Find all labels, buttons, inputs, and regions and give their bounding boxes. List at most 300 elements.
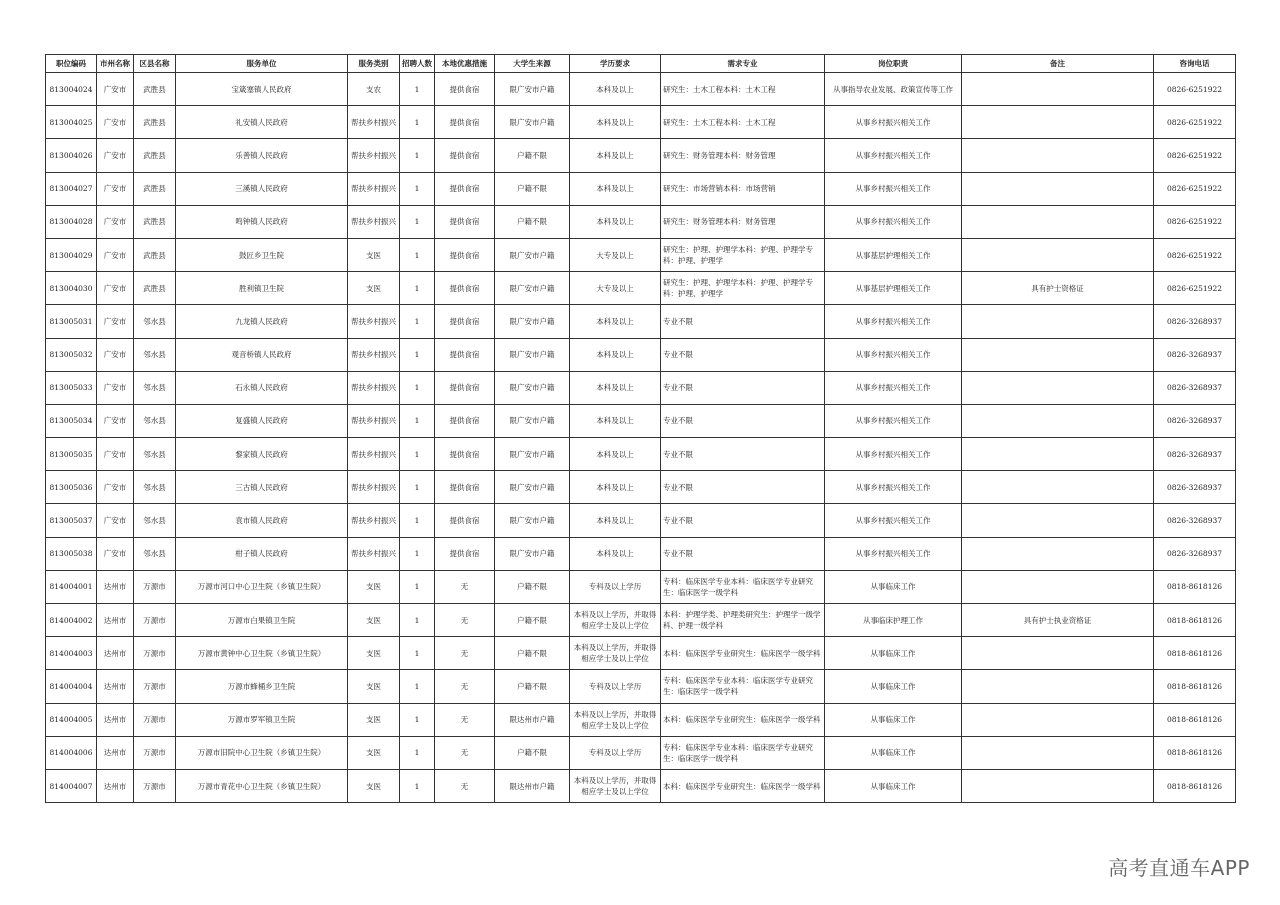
table-cell: 广安市 (97, 404, 134, 437)
table-cell: 0826-3268937 (1154, 404, 1236, 437)
table-cell: 具有护士资格证 (962, 272, 1154, 305)
table-cell: 邻水县 (134, 438, 176, 471)
table-cell: 万源市 (134, 604, 176, 637)
table-cell: 本科及以上学历，并取得相应学士及以上学位 (570, 637, 661, 670)
table-cell: 达州市 (97, 604, 134, 637)
table-cell: 帮扶乡村振兴 (348, 504, 400, 537)
table-cell: 提供食宿 (435, 205, 495, 238)
table-cell: 户籍不限 (495, 172, 570, 205)
table-cell: 户籍不限 (495, 736, 570, 769)
table-cell: 无 (435, 703, 495, 736)
column-header: 咨询电话 (1154, 55, 1236, 73)
table-cell: 专科及以上学历 (570, 670, 661, 703)
table-cell: 0818-8618126 (1154, 670, 1236, 703)
table-cell: 813005033 (46, 371, 97, 404)
table-cell: 提供食宿 (435, 238, 495, 271)
table-cell: 限广安市户籍 (495, 73, 570, 106)
table-row (46, 205, 1236, 238)
table-cell (962, 471, 1154, 504)
table-cell: 提供食宿 (435, 73, 495, 106)
table-cell: 813005036 (46, 471, 97, 504)
table-cell: 1 (400, 205, 435, 238)
table-cell: 武胜县 (134, 73, 176, 106)
table-cell: 无 (435, 769, 495, 802)
table-cell: 限广安市户籍 (495, 471, 570, 504)
table-cell: 广安市 (97, 139, 134, 172)
table-cell: 支农 (348, 73, 400, 106)
table-cell: 无 (435, 604, 495, 637)
table-cell: 813005034 (46, 404, 97, 437)
table-cell: 达州市 (97, 769, 134, 802)
table-cell (962, 438, 1154, 471)
table-cell: 1 (400, 570, 435, 603)
table-cell (962, 670, 1154, 703)
table-cell: 无 (435, 637, 495, 670)
table-cell: 0826-6251922 (1154, 205, 1236, 238)
table-cell: 提供食宿 (435, 338, 495, 371)
table-cell: 宝箴塞镇人民政府 (176, 73, 348, 106)
table-cell: 达州市 (97, 703, 134, 736)
table-cell: 支医 (348, 604, 400, 637)
table-cell: 1 (400, 537, 435, 570)
table-cell: 本科及以上 (570, 537, 661, 570)
table-row (46, 670, 1236, 703)
table-cell: 813004030 (46, 272, 97, 305)
column-header: 职位编码 (46, 55, 97, 73)
table-cell (962, 504, 1154, 537)
table-cell: 0818-8618126 (1154, 769, 1236, 802)
table-cell: 研究生：护理、护理学本科：护理、护理学专科：护理、护理学 (661, 272, 825, 305)
table-row (46, 438, 1236, 471)
table-cell: 本科及以上 (570, 471, 661, 504)
table-cell: 无 (435, 670, 495, 703)
table-cell: 广安市 (97, 106, 134, 139)
table-cell: 本科及以上 (570, 205, 661, 238)
table-cell: 帮扶乡村振兴 (348, 471, 400, 504)
table-cell: 达州市 (97, 736, 134, 769)
table-cell: 专业不限 (661, 471, 825, 504)
table-cell: 万源市 (134, 670, 176, 703)
table-cell: 户籍不限 (495, 139, 570, 172)
table-cell: 本科：临床医学专业研究生：临床医学一级学科 (661, 703, 825, 736)
table-cell: 万源市蜂桶乡卫生院 (176, 670, 348, 703)
table-cell: 从事乡村振兴相关工作 (825, 205, 962, 238)
table-cell: 本科及以上 (570, 305, 661, 338)
table-cell: 广安市 (97, 305, 134, 338)
table-cell: 0826-3268937 (1154, 371, 1236, 404)
table-cell: 提供食宿 (435, 438, 495, 471)
table-cell: 广安市 (97, 471, 134, 504)
table-cell: 1 (400, 504, 435, 537)
table-row (46, 637, 1236, 670)
table-cell: 限达州市户籍 (495, 703, 570, 736)
table-cell: 武胜县 (134, 205, 176, 238)
table-cell: 0826-3268937 (1154, 537, 1236, 570)
table-cell: 813004028 (46, 205, 97, 238)
table-cell: 研究生：土木工程本科：土木工程 (661, 73, 825, 106)
table-cell: 提供食宿 (435, 172, 495, 205)
table-cell: 本科及以上学历，并取得相应学士及以上学位 (570, 703, 661, 736)
header-row (46, 55, 1236, 73)
table-row (46, 272, 1236, 305)
table-cell (962, 736, 1154, 769)
table-cell: 帮扶乡村振兴 (348, 172, 400, 205)
column-header: 招聘人数 (400, 55, 435, 73)
table-cell: 广安市 (97, 438, 134, 471)
table-cell: 提供食宿 (435, 139, 495, 172)
table-cell: 从事临床工作 (825, 769, 962, 802)
table-cell: 支医 (348, 637, 400, 670)
table-cell: 814004007 (46, 769, 97, 802)
table-cell (962, 172, 1154, 205)
table-cell: 本科：临床医学专业研究生：临床医学一级学科 (661, 637, 825, 670)
table-cell: 1 (400, 637, 435, 670)
table-cell: 0818-8618126 (1154, 570, 1236, 603)
table-row (46, 504, 1236, 537)
table-row (46, 172, 1236, 205)
table-cell: 万源市 (134, 637, 176, 670)
table-cell: 武胜县 (134, 106, 176, 139)
table-cell: 813004029 (46, 238, 97, 271)
table-cell: 帮扶乡村振兴 (348, 305, 400, 338)
table-cell: 提供食宿 (435, 471, 495, 504)
table-cell: 1 (400, 73, 435, 106)
table-cell: 广安市 (97, 272, 134, 305)
table-cell: 万源市青花中心卫生院（乡镇卫生院） (176, 769, 348, 802)
table-cell: 0818-8618126 (1154, 637, 1236, 670)
table-cell: 本科及以上 (570, 73, 661, 106)
table-cell: 帮扶乡村振兴 (348, 139, 400, 172)
table-cell: 提供食宿 (435, 404, 495, 437)
table-cell: 0826-3268937 (1154, 438, 1236, 471)
column-header: 备注 (962, 55, 1154, 73)
table-cell: 大专及以上 (570, 272, 661, 305)
table-cell: 专业不限 (661, 438, 825, 471)
table-cell: 813005035 (46, 438, 97, 471)
table-cell: 黎家镇人民政府 (176, 438, 348, 471)
table-cell: 胜利镇卫生院 (176, 272, 348, 305)
table-cell: 提供食宿 (435, 537, 495, 570)
table-row (46, 139, 1236, 172)
table-cell: 乐善镇人民政府 (176, 139, 348, 172)
table-cell: 814004004 (46, 670, 97, 703)
table-cell: 广安市 (97, 338, 134, 371)
table-cell: 0826-6251922 (1154, 139, 1236, 172)
column-header: 大学生来源 (495, 55, 570, 73)
table-cell: 万源市 (134, 769, 176, 802)
table-cell (962, 305, 1154, 338)
table-cell: 万源市河口中心卫生院（乡镇卫生院） (176, 570, 348, 603)
table-cell: 本科及以上 (570, 139, 661, 172)
table-cell: 帮扶乡村振兴 (348, 106, 400, 139)
table-cell: 限广安市户籍 (495, 106, 570, 139)
table-cell: 专业不限 (661, 537, 825, 570)
table-cell: 限广安市户籍 (495, 537, 570, 570)
table-cell: 从事临床工作 (825, 703, 962, 736)
table-cell: 支医 (348, 703, 400, 736)
table-cell: 从事乡村振兴相关工作 (825, 172, 962, 205)
table-cell: 支医 (348, 736, 400, 769)
table-cell: 1 (400, 670, 435, 703)
table-cell: 本科及以上学历，并取得相应学士及以上学位 (570, 604, 661, 637)
table-cell: 1 (400, 106, 435, 139)
table-cell: 814004003 (46, 637, 97, 670)
table-cell: 从事基层护理相关工作 (825, 238, 962, 271)
table-cell: 支医 (348, 272, 400, 305)
table-cell: 从事临床护理工作 (825, 604, 962, 637)
table-cell: 814004001 (46, 570, 97, 603)
table-cell: 本科及以上 (570, 172, 661, 205)
table-cell: 1 (400, 604, 435, 637)
table-cell: 邻水县 (134, 504, 176, 537)
table-cell: 0826-6251922 (1154, 73, 1236, 106)
table-cell: 万源市 (134, 736, 176, 769)
table-cell: 从事乡村振兴相关工作 (825, 106, 962, 139)
table-cell: 研究生：土木工程本科：土木工程 (661, 106, 825, 139)
table-cell: 从事乡村振兴相关工作 (825, 305, 962, 338)
table-cell: 0818-8618126 (1154, 703, 1236, 736)
table-row (46, 106, 1236, 139)
table-cell: 限广安市户籍 (495, 305, 570, 338)
table-cell: 广安市 (97, 371, 134, 404)
table-cell: 提供食宿 (435, 272, 495, 305)
table-cell: 广安市 (97, 205, 134, 238)
table-cell: 本科及以上学历，并取得相应学士及以上学位 (570, 769, 661, 802)
column-header: 服务单位 (176, 55, 348, 73)
table-cell: 鼓匠乡卫生院 (176, 238, 348, 271)
table-cell: 石永镇人民政府 (176, 371, 348, 404)
table-cell: 1 (400, 371, 435, 404)
table-cell (962, 205, 1154, 238)
table-cell: 从事临床工作 (825, 570, 962, 603)
table-cell: 研究生：财务管理本科：财务管理 (661, 205, 825, 238)
table-cell (962, 238, 1154, 271)
table-cell: 本科及以上 (570, 404, 661, 437)
table-cell: 1 (400, 272, 435, 305)
column-header: 区县名称 (134, 55, 176, 73)
table-cell: 大专及以上 (570, 238, 661, 271)
table-cell: 从事临床工作 (825, 670, 962, 703)
table-cell: 限广安市户籍 (495, 272, 570, 305)
table-cell: 从事乡村振兴相关工作 (825, 504, 962, 537)
table-cell: 限达州市户籍 (495, 769, 570, 802)
table-cell: 户籍不限 (495, 670, 570, 703)
table-row (46, 769, 1236, 802)
table-cell (962, 537, 1154, 570)
table-row (46, 471, 1236, 504)
table-row (46, 604, 1236, 637)
table-cell: 1 (400, 305, 435, 338)
table-cell: 提供食宿 (435, 371, 495, 404)
table-cell: 研究生：市场营销本科：市场营销 (661, 172, 825, 205)
table-cell: 礼安镇人民政府 (176, 106, 348, 139)
table-cell (962, 73, 1154, 106)
table-row (46, 404, 1236, 437)
table-cell: 三溪镇人民政府 (176, 172, 348, 205)
table-cell: 支医 (348, 570, 400, 603)
table-cell: 814004006 (46, 736, 97, 769)
table-cell: 专业不限 (661, 504, 825, 537)
table-cell: 支医 (348, 769, 400, 802)
table-cell: 万源市黄钟中心卫生院（乡镇卫生院） (176, 637, 348, 670)
table-cell: 限广安市户籍 (495, 404, 570, 437)
table-row (46, 305, 1236, 338)
table-cell: 复盛镇人民政府 (176, 404, 348, 437)
table-cell: 具有护士执业资格证 (962, 604, 1154, 637)
table-cell: 从事乡村振兴相关工作 (825, 139, 962, 172)
table-cell: 0826-6251922 (1154, 238, 1236, 271)
table-cell: 限广安市户籍 (495, 504, 570, 537)
table-cell: 支医 (348, 670, 400, 703)
table-cell: 鸣钟镇人民政府 (176, 205, 348, 238)
column-header: 服务类别 (348, 55, 400, 73)
table-body (46, 73, 1236, 803)
table-cell: 广安市 (97, 504, 134, 537)
table-cell: 1 (400, 703, 435, 736)
table-cell: 813004025 (46, 106, 97, 139)
table-cell: 专业不限 (661, 338, 825, 371)
table-cell: 0826-6251922 (1154, 106, 1236, 139)
table-cell: 邻水县 (134, 338, 176, 371)
table-cell: 1 (400, 338, 435, 371)
table-cell: 813005037 (46, 504, 97, 537)
table-cell: 专业不限 (661, 305, 825, 338)
table-row (46, 537, 1236, 570)
table-cell: 武胜县 (134, 172, 176, 205)
table-cell: 户籍不限 (495, 570, 570, 603)
table-cell: 813005038 (46, 537, 97, 570)
table-cell: 1 (400, 471, 435, 504)
table-cell: 本科及以上 (570, 338, 661, 371)
table-cell: 813004026 (46, 139, 97, 172)
table-cell: 达州市 (97, 637, 134, 670)
table-cell: 本科及以上 (570, 106, 661, 139)
table-cell: 0826-3268937 (1154, 338, 1236, 371)
table-cell: 户籍不限 (495, 637, 570, 670)
table-cell: 从事临床工作 (825, 736, 962, 769)
table-cell: 0826-6251922 (1154, 172, 1236, 205)
table-cell: 提供食宿 (435, 106, 495, 139)
table-cell: 柑子镇人民政府 (176, 537, 348, 570)
table-row (46, 570, 1236, 603)
table-cell: 无 (435, 736, 495, 769)
table-cell: 1 (400, 438, 435, 471)
table-cell: 武胜县 (134, 139, 176, 172)
table-row (46, 371, 1236, 404)
table-cell: 0826-3268937 (1154, 504, 1236, 537)
table-cell: 专业不限 (661, 404, 825, 437)
column-header: 本地优惠措施 (435, 55, 495, 73)
table-header (46, 55, 1236, 73)
table-cell: 从事乡村振兴相关工作 (825, 404, 962, 437)
table-cell: 专科：临床医学专业本科：临床医学专业研究生：临床医学一级学科 (661, 670, 825, 703)
table-cell: 0818-8618126 (1154, 604, 1236, 637)
table-cell: 0818-8618126 (1154, 736, 1236, 769)
table-row (46, 703, 1236, 736)
table-cell: 帮扶乡村振兴 (348, 438, 400, 471)
table-cell: 813004027 (46, 172, 97, 205)
table-cell: 从事乡村振兴相关工作 (825, 471, 962, 504)
table-cell: 观音桥镇人民政府 (176, 338, 348, 371)
table-cell: 万源市 (134, 703, 176, 736)
column-header: 学历要求 (570, 55, 661, 73)
table-cell: 限广安市户籍 (495, 338, 570, 371)
table-cell: 广安市 (97, 73, 134, 106)
table-cell: 813004024 (46, 73, 97, 106)
table-cell: 达州市 (97, 570, 134, 603)
table-cell: 从事乡村振兴相关工作 (825, 537, 962, 570)
table-cell: 万源市旧院中心卫生院（乡镇卫生院） (176, 736, 348, 769)
column-header: 岗位职责 (825, 55, 962, 73)
table-cell: 本科及以上 (570, 504, 661, 537)
table-cell: 研究生：护理、护理学本科：护理、护理学专科：护理、护理学 (661, 238, 825, 271)
table-cell (962, 769, 1154, 802)
table-cell: 邻水县 (134, 305, 176, 338)
table-cell: 武胜县 (134, 272, 176, 305)
table-cell: 达州市 (97, 670, 134, 703)
table-cell: 专科：临床医学专业本科：临床医学专业研究生：临床医学一级学科 (661, 736, 825, 769)
table-cell: 1 (400, 172, 435, 205)
table-cell: 广安市 (97, 238, 134, 271)
table-cell: 限广安市户籍 (495, 238, 570, 271)
table-cell (962, 404, 1154, 437)
table-cell: 万源市罗军镇卫生院 (176, 703, 348, 736)
table-cell: 帮扶乡村振兴 (348, 404, 400, 437)
table-cell: 1 (400, 769, 435, 802)
table-cell: 本科：临床医学专业研究生：临床医学一级学科 (661, 769, 825, 802)
table-cell: 0826-3268937 (1154, 471, 1236, 504)
table-cell: 万源市 (134, 570, 176, 603)
table-cell: 提供食宿 (435, 504, 495, 537)
table-cell: 武胜县 (134, 238, 176, 271)
column-header: 市州名称 (97, 55, 134, 73)
table-cell: 邻水县 (134, 371, 176, 404)
table-cell: 1 (400, 238, 435, 271)
table-cell (962, 338, 1154, 371)
table-cell: 从事乡村振兴相关工作 (825, 371, 962, 404)
table-cell: 从事基层护理相关工作 (825, 272, 962, 305)
table-cell: 814004005 (46, 703, 97, 736)
table-cell: 万源市白果镇卫生院 (176, 604, 348, 637)
table-cell (962, 106, 1154, 139)
table-cell (962, 371, 1154, 404)
table-cell (962, 139, 1154, 172)
table-cell: 支医 (348, 238, 400, 271)
table-cell: 广安市 (97, 537, 134, 570)
table-cell: 邻水县 (134, 471, 176, 504)
table-cell: 三古镇人民政府 (176, 471, 348, 504)
table-row (46, 338, 1236, 371)
table-cell: 专科及以上学历 (570, 736, 661, 769)
table-cell: 提供食宿 (435, 305, 495, 338)
table-cell: 限广安市户籍 (495, 371, 570, 404)
table-cell: 帮扶乡村振兴 (348, 205, 400, 238)
table-cell: 户籍不限 (495, 604, 570, 637)
watermark: 高考直通车APP (1108, 856, 1250, 880)
table-cell (962, 703, 1154, 736)
table-cell: 专科及以上学历 (570, 570, 661, 603)
table-cell: 813005031 (46, 305, 97, 338)
table-cell: 邻水县 (134, 537, 176, 570)
table-cell: 1 (400, 404, 435, 437)
table-cell: 从事临床工作 (825, 637, 962, 670)
table-cell: 邻水县 (134, 404, 176, 437)
table-cell: 从事乡村振兴相关工作 (825, 438, 962, 471)
table-cell: 0826-6251922 (1154, 272, 1236, 305)
table-cell (962, 570, 1154, 603)
table-cell: 0826-3268937 (1154, 305, 1236, 338)
table-cell: 从事指导农业发展、政策宣传等工作 (825, 73, 962, 106)
